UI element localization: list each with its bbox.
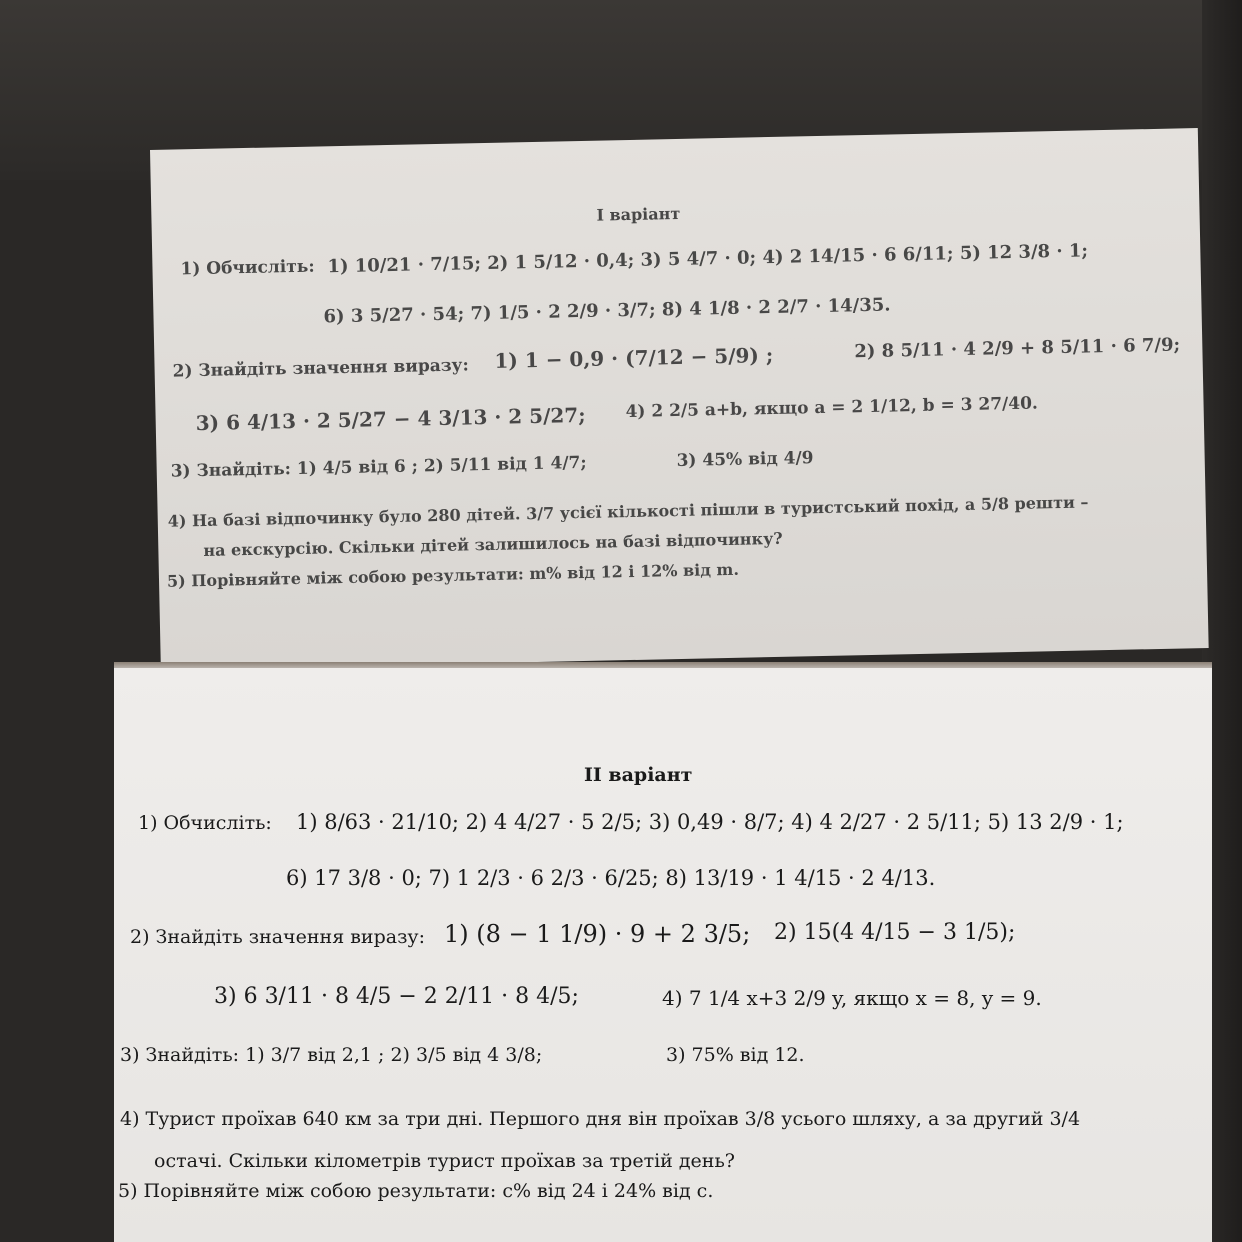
v1-task1-label: 1) Обчисліть: xyxy=(180,256,315,280)
v2-task1-row1: 1) 8/63 · 21/10; 2) 4 4/27 · 5 2/5; 3) 0,49 · 8/7; 4) 4 2/27 · 2 5/11; 5) 13 2/9 · 1; xyxy=(296,810,1124,834)
v1-task2-row2a: 3) 6 4/13 · 2 5/27 − 4 3/13 · 2 5/27; xyxy=(195,402,586,436)
v1-task4-line2: на екскурсію. Скільки дітей залишилось на базі відпочинку? xyxy=(203,528,783,560)
v2-task3: 3) Знайдіть: 1) 3/7 від 2,1 ; 2) 3/5 від 4 3/8; xyxy=(120,1044,543,1066)
v2-task3b: 3) 75% від 12. xyxy=(666,1044,805,1066)
v2-task1-row2: 6) 17 3/8 · 0; 7) 1 2/3 · 6 2/3 · 6/25; 8) 13/19 · 1 4/15 · 2 4/13. xyxy=(286,866,936,890)
v2-task4-line2: остачі. Скільки кілометрів турист проїхав за третій день? xyxy=(154,1150,735,1172)
v2-task2-row2b: 4) 7 1/4 x+3 2/9 y, якщо x = 8, y = 9. xyxy=(662,986,1042,1010)
v1-task1-row2: 6) 3 5/27 · 54; 7) 1/5 · 2 2/9 · 3/7; 8) 4 1/8 · 2 2/7 · 14/35. xyxy=(323,294,891,328)
v2-task4-line1: 4) Турист проїхав 640 км за три дні. Першого дня він проїхав 3/8 усього шляху, а за другий 3/4 xyxy=(120,1108,1081,1130)
v1-task2-row2b: 4) 2 2/5 a+b, якщо a = 2 1/12, b = 3 27/40. xyxy=(625,393,1039,423)
v1-task5: 5) Порівняйте між собою результати: m% від 12 і 12% від m. xyxy=(166,559,740,591)
v1-task4-line1: 4) На базі відпочинку було 280 дітей. 3/7 усієї кількості пішли в туристський похід, а 5/8 решти – xyxy=(167,492,1089,531)
v2-task2-row2a: 3) 6 3/11 · 8 4/5 − 2 2/11 · 8 4/5; xyxy=(214,984,579,1009)
v2-task2-row1a: 1) (8 − 1 1/9) · 9 + 2 3/5; xyxy=(444,920,751,948)
variant-1-title: І варіант xyxy=(596,203,681,225)
v2-task1-label: 1) Обчисліть: xyxy=(138,812,272,834)
v1-task2-row1a: 1) 1 − 0,9 · (7/12 − 5/9) ; xyxy=(494,342,774,373)
v1-task2-row1b: 2) 8 5/11 · 4 2/9 + 8 5/11 · 6 7/9; xyxy=(854,334,1181,363)
v1-task2-label: 2) Знайдіть значення виразу: xyxy=(172,355,469,382)
v2-task5: 5) Порівняйте між собою результати: c% від 24 і 24% від c. xyxy=(118,1180,714,1202)
v1-task1-row1: 1) 10/21 · 7/15; 2) 1 5/12 · 0,4; 3) 5 4/7 · 0; 4) 2 14/15 · 6 6/11; 5) 12 3/8 · 1; xyxy=(327,240,1089,278)
worksheet-variant-1 xyxy=(150,128,1209,670)
v2-task2-row1b: 2) 15(4 4/15 − 3 1/5); xyxy=(774,920,1016,945)
variant-2-title: II варіант xyxy=(584,764,693,786)
worksheet-variant-2 xyxy=(114,668,1212,1242)
v2-task2-label: 2) Знайдіть значення виразу: xyxy=(130,926,426,948)
v1-task3: 3) Знайдіть: 1) 4/5 від 6 ; 2) 5/11 від 1 4/7; xyxy=(170,452,587,482)
v1-task3b: 3) 45% від 4/9 xyxy=(676,448,814,472)
